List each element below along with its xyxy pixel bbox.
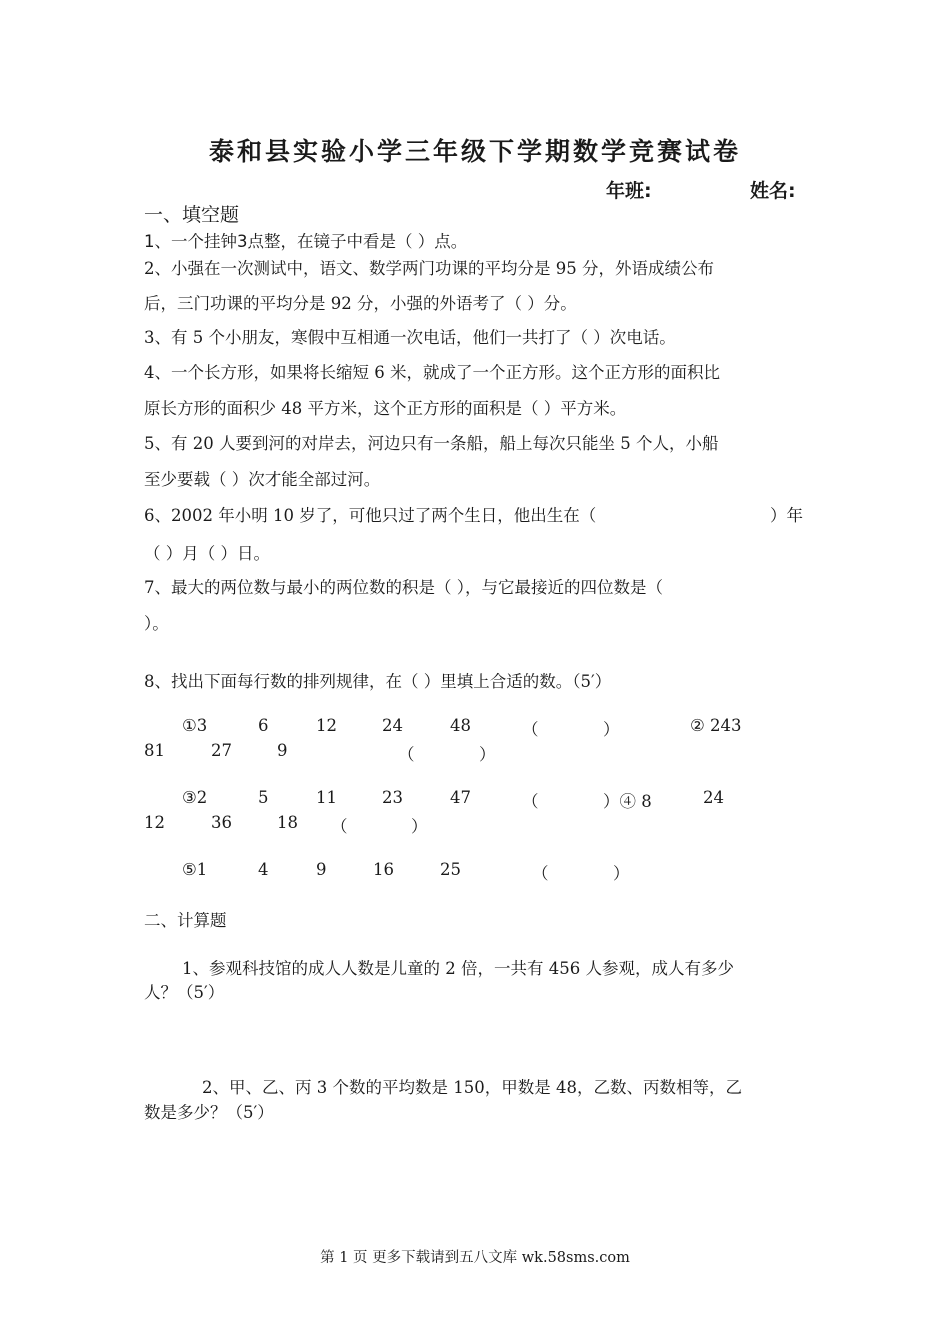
problem-1-line2: 人？（5′） [144, 983, 225, 1002]
question-8: 8、找出下面每行数的排列规律，在（ ）里填上合适的数。（5′） [144, 672, 612, 691]
seq-item: 4 [258, 860, 269, 879]
seq-item: ② 243 [690, 716, 742, 735]
question-2-line2: 后，三门功课的平均分是 92 分，小强的外语考了（ ）分。 [144, 294, 577, 313]
seq-item: 11 [316, 788, 337, 807]
seq-bracket-open: （ [522, 720, 539, 739]
seq-bracket-close: ）④ 8 [603, 792, 652, 811]
seq-item: ⑤1 [182, 860, 208, 879]
seq-item: 24 [703, 788, 724, 807]
question-7-line2: ）。 [144, 614, 169, 633]
seq-bracket-open: （ [398, 745, 415, 764]
seq-item: 5 [258, 788, 269, 807]
seq-bracket-close: ） [603, 720, 620, 739]
seq-bracket-open: （ [522, 792, 539, 811]
seq-bracket-open: （ [331, 817, 348, 836]
seq-item: 27 [211, 741, 232, 760]
question-2-line1: 2、小强在一次测试中，语文、数学两门功课的平均分是 95 分，外语成绩公布 [144, 259, 714, 278]
question-7-line1: 7、最大的两位数与最小的两位数的积是（ ），与它最接近的四位数是（ [144, 578, 663, 597]
question-5-line1: 5、有 20 人要到河的对岸去，河边只有一条船，船上每次只能坐 5 个人，小船 [144, 434, 719, 453]
section2-heading: 二、计算题 [144, 911, 227, 930]
seq-item: 16 [373, 860, 394, 879]
page-footer: 第 1 页 更多下载请到五八文库 wk.58sms.com [320, 1250, 630, 1266]
question-6-line1-end: ）年 [770, 506, 803, 525]
question-4-line1: 4、一个长方形，如果将长缩短 6 米，就成了一个正方形。这个正方形的面积比 [144, 363, 720, 382]
seq-item: 36 [211, 813, 232, 832]
seq-bracket-close: ） [613, 864, 630, 883]
seq-item: 12 [144, 813, 165, 832]
seq-item: 25 [440, 860, 461, 879]
seq-bracket-close: ） [479, 745, 496, 764]
seq-item: ①3 [182, 716, 208, 735]
seq-item: 47 [450, 788, 471, 807]
question-5-line2: 至少要载（ ）次才能全部过河。 [144, 470, 381, 489]
seq-item: 18 [277, 813, 298, 832]
seq-item: ③2 [182, 788, 208, 807]
question-3: 3、有 5 个小朋友，寒假中互相通一次电话，他们一共打了（ ）次电话。 [144, 328, 676, 347]
section1-heading: 一、填空题 [144, 204, 240, 226]
seq-item: 23 [382, 788, 403, 807]
seq-item: 9 [316, 860, 327, 879]
question-6-line2: （ ）月（ ）日。 [144, 544, 270, 563]
seq-item: 81 [144, 741, 165, 760]
seq-item: 12 [316, 716, 337, 735]
seq-item: 9 [277, 741, 288, 760]
seq-bracket-close: ） [411, 817, 428, 836]
seq-item: 24 [382, 716, 403, 735]
seq-bracket-open: （ [532, 864, 549, 883]
question-1: 1、一个挂钟3点整，在镜子中看是（ ）点。 [144, 232, 468, 251]
name-label: 姓名: [750, 180, 796, 202]
problem-1-line1: 1、参观科技馆的成人人数是儿童的 2 倍，一共有 456 人参观，成人有多少 [182, 959, 734, 978]
problem-2-line1: 2、甲、乙、丙 3 个数的平均数是 150，甲数是 48，乙数、丙数相等，乙 [202, 1078, 742, 1097]
seq-item: 48 [450, 716, 471, 735]
problem-2-line2: 数是多少？（5′） [144, 1103, 274, 1122]
class-label: 年班: [606, 180, 652, 202]
question-4-line2: 原长方形的面积少 48 平方米，这个正方形的面积是（ ）平方米。 [144, 399, 627, 418]
page-title: 泰和县实验小学三年级下学期数学竞赛试卷 [208, 137, 741, 166]
seq-item: 6 [258, 716, 269, 735]
question-6-line1: 6、2002 年小明 10 岁了，可他只过了两个生日，他出生在（ [144, 506, 597, 525]
